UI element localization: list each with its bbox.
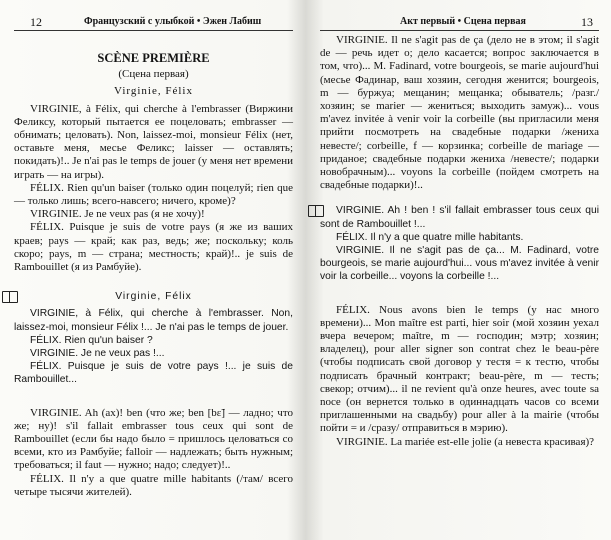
paragraph: VIRGINIE. Il ne s'agit pas de ça (дело не в этом; il s'agit de — речь идет о; дело касается; вопрос заключается в том, что)... M. Fadinard, votre bourgeois, se marie aujourd'hui (месье Фадинар, ваш хозяин, сегодня женится; bourgeois, m — буржуа; мещанин; мещанка; обыватель; /разг./ хозяин; se marier — жениться; выходить замуж)... vous m'avez invitée à venir voir la corbeille (вы пригласили меня прийти посмотреть на свадебные подарки /жениха невесте/; corbeille, f — корзинка; corbeille de mariage — приданое; свадебные подарки жениха /невесте/; подарки новобрачным)... voyons la corbeille (пойдем смотреть на свадебные подарки)!..	[320, 34, 599, 192]
characters-text: Virginie, Félix	[115, 291, 192, 303]
right-body	[320, 34, 599, 449]
paragraph: FÉLIX. Il n'y a que quatre mille habitants (/там/ всего четыре тысячи жителей).	[14, 472, 293, 498]
characters-line-original	[14, 290, 293, 303]
paragraph: VIRGINIE. Ah (ах)! ben (что же; ben [bɛ̃] — ладно; что же; ну)! s'il fallait embrasser tous ceux qui sont de Rambouillet (если бы надо было = пришлось целоваться со всеми, кто из Рамбуйе; falloir — надлежать; быть нужным; требоваться; il faut — нужно; надо; следует)!..	[14, 406, 293, 472]
original-paragraph: VIRGINIE. Je ne veux pas !...	[30, 348, 165, 360]
paragraph: FÉLIX. Nous avons bien le temps (у нас много времени)... Mon maître est parti, hier soir (мой хозяин уехал вчера вечером; maître, m — господин; мэтр; хозяин; владелец), pour aller signer son contrat chez le beau-père (чтобы подписать свой договор у тестя = к тестю, чтобы подписать брачный контракт; beau-père, m — тесть; свекор; отчим)... il ne revient qu'à onze heures, avec toute sa noce (он вернется только в одиннадцать часов со всеми приглашенными на свадьбу) pour aller à la mairie (чтобы пойти = и /сразу/ отправиться в мэрию).	[320, 303, 599, 435]
left-header-title: Французский с улыбкой • Эжен Лабиш	[84, 16, 262, 27]
left-body	[14, 38, 293, 499]
characters-line: Virginie, Félix	[114, 85, 193, 98]
paragraph: FÉLIX. Rien qu'un baiser (только один поцелуй; rien que — только лишь; всего-навсего; ничего, кроме)?	[14, 181, 293, 208]
original-paragraph: FÉLIX. Rien qu'un baiser ?	[30, 334, 153, 346]
scene-title: SCÈNE PREMIÈRE	[97, 51, 210, 65]
book-icon	[2, 291, 18, 303]
paragraph: VIRGINIE. Je ne veux pas (я не хочу)!	[30, 208, 205, 221]
original-paragraph: VIRGINIE. Il ne s'agit pas de ça... M. Fadinard, votre bourgeois, se marie aujourd'hui... vous m'avez invitée à venir voir la corbeille... voyons la corbeille !...	[320, 245, 599, 283]
book-icon	[308, 205, 324, 217]
original-text: VIRGINIE. Ah ! ben ! s'il fallait embrasser tous ceux qui sont de Rambouillet !...	[320, 205, 599, 230]
right-header	[320, 14, 599, 31]
right-page-number: 13	[581, 15, 593, 29]
paragraph: FÉLIX. Puisque je suis de votre pays (я же из ваших краев; pays — край; как раз, ведь; же; поскольку; коль скоро; pays, m — страна; местность; край)!.. je suis de Rambouillet (я из Рамбуйе).	[14, 221, 293, 274]
left-header	[14, 14, 293, 31]
scene-subtitle: (Сцена первая)	[118, 68, 189, 81]
original-paragraph: VIRGINIE, à Félix, qui cherche à l'embrasser. Non, laissez-moi, monsieur Félix !... Je n'ai pas le temps de jouer.	[14, 308, 293, 333]
original-paragraph	[320, 204, 599, 230]
paragraph: VIRGINIE. La mariée est-elle jolie (а невеста красивая)?	[336, 435, 595, 448]
paragraph: VIRGINIE, à Félix, qui cherche à l'embrasser (Виржини Феликсу, который пытается ее поцеловать; embrasser — обнимать; целовать). Non, laissez-moi, monsieur Félix (нет, оставьте меня, месье Феликс; laisser — оставлять; покидать)!.. Je n'ai pas le temps de jouer (у меня нет времени играть — на игры).	[14, 102, 293, 181]
left-page-number: 12	[30, 15, 42, 29]
right-header-title: Акт первый • Сцена первая	[400, 16, 526, 27]
original-paragraph: FÉLIX. Il n'y a que quatre mille habitants.	[336, 231, 524, 243]
right-page	[306, 0, 611, 540]
left-page	[0, 0, 305, 540]
original-paragraph: FÉLIX. Puisque je suis de votre pays !... je suis de Rambouillet...	[14, 361, 293, 386]
